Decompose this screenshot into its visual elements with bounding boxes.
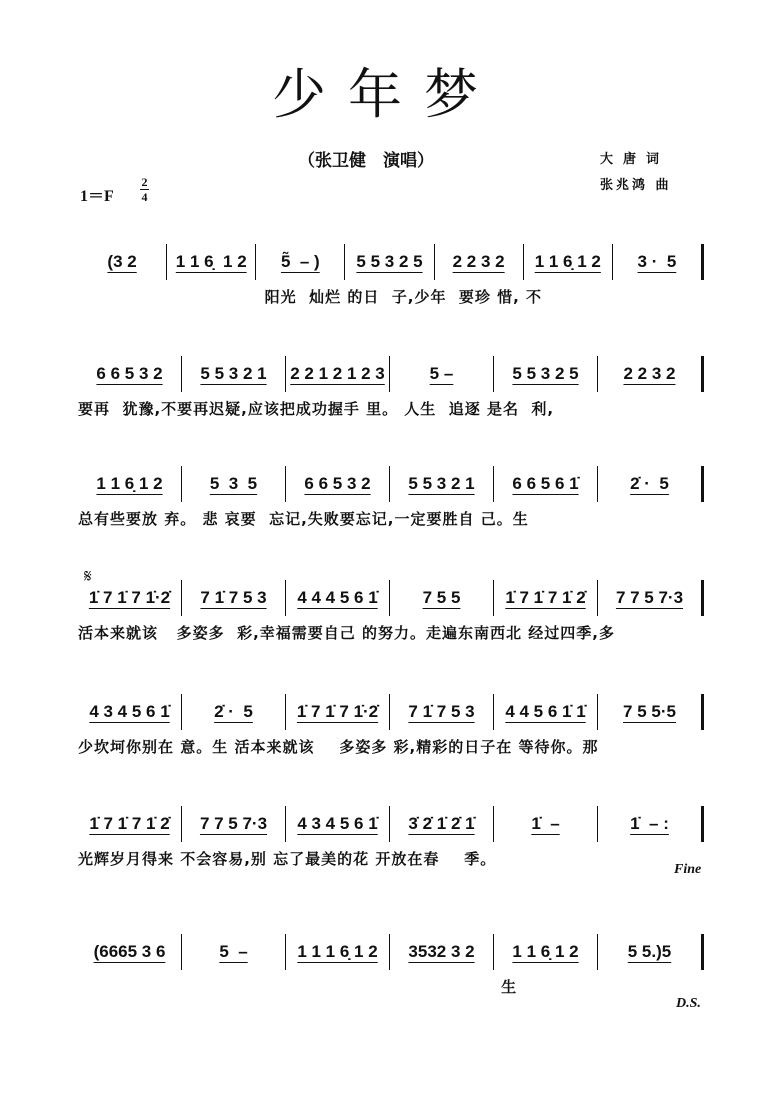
measure: 2̇ · 5 xyxy=(182,694,286,730)
measure: 1 1 6̣ 1 2 xyxy=(494,934,598,970)
notes-row xyxy=(78,934,704,970)
measure: 6 6 5 3 2 xyxy=(286,466,390,502)
measure: 7 7 5 7·3 xyxy=(182,806,286,842)
lyrics-line: 总有些要放 弃。 悲 哀要 忘记,失败要忘记,一定要胜自 己。生 xyxy=(78,510,529,528)
measure: 6 6 5 3 2 xyxy=(78,356,182,392)
measure: 1 1 6̣ 1 2 xyxy=(78,466,182,502)
measure: 4 4 5 6 1̇ 1̇ xyxy=(494,694,598,730)
measure: 4 3 4 5 6 1̇ xyxy=(286,806,390,842)
time-denominator: 4 xyxy=(141,190,148,204)
measure: 5̃ – ) xyxy=(256,244,345,280)
music-system xyxy=(78,580,704,643)
measure: 1 1 1 6̣ 1 2 xyxy=(286,934,390,970)
measure: 2 2 3 2 xyxy=(598,356,704,392)
measure: 3̇ 2̇ 1̇ 2̇ 1̇ xyxy=(390,806,494,842)
measure: 2̇ · 5 xyxy=(598,466,704,502)
music-system xyxy=(78,466,704,529)
measure: 5 3 5 xyxy=(182,466,286,502)
lyrics-line: 少坎坷你别在 意。生 活本来就该 多姿多 彩,精彩的日子在 等待你。那 xyxy=(78,738,599,756)
measure: 5 – xyxy=(182,934,286,970)
measure: 7 1̇ 7 5 3 xyxy=(390,694,494,730)
measure: 7 7 5 7·3 xyxy=(598,580,704,616)
lyrics-line: 光辉岁月得来 不会容易,别 忘了最美的花 开放在春 季。 xyxy=(78,850,497,868)
lyricist-credit: 大唐词 xyxy=(600,152,670,167)
measure: 2 2 3 2 xyxy=(435,244,524,280)
measure: 1̇ 7 1̇ 7 1̇ 2̇ xyxy=(78,806,182,842)
measure: 1̇ 7 1̇ 7 1̇ 2̇ xyxy=(494,580,598,616)
notes-row xyxy=(78,806,704,842)
measure: (3 2 xyxy=(78,244,167,280)
composer-credit: 张兆鸿 曲 xyxy=(600,178,672,193)
measure: 1̇ – : xyxy=(598,806,704,842)
measure: 7 5 5 xyxy=(390,580,494,616)
measure: 5 5 3 2 1 xyxy=(390,466,494,502)
lyrics-line: 要再 犹豫,不要再迟疑,应该把成功握手 里。 人生 追逐 是名 利, xyxy=(78,400,555,418)
measure: 6 6 5 6 1̇ xyxy=(494,466,598,502)
notes-row xyxy=(78,694,704,730)
lyrics-line: 活本来就该 多姿多 彩,幸福需要自己 的努力。走遍东南西北 经过四季,多 xyxy=(78,624,615,642)
music-system xyxy=(78,694,704,757)
music-system xyxy=(78,806,704,869)
notes-row xyxy=(78,244,704,280)
singer-credit: （张卫健 演唱） xyxy=(298,151,434,171)
measure: 2 2 1 2 1 2 3 xyxy=(286,356,390,392)
measure: 1̇ 7 1̇ 7 1̇·2̇ xyxy=(78,580,182,616)
measure: 7 5 5·5 xyxy=(598,694,704,730)
time-numerator: 2 xyxy=(141,175,148,189)
music-system xyxy=(78,244,704,307)
measure: 1 1 6̣ 1 2 xyxy=(524,244,613,280)
notes-row xyxy=(78,356,704,392)
measure: 4 3 4 5 6 1̇ xyxy=(78,694,182,730)
music-system xyxy=(78,356,704,419)
lyrics-line: 阳光 灿烂 的日 子,少年 要珍 惜, 不 xyxy=(78,288,543,306)
measure: 4 4 4 5 6 1̇ xyxy=(286,580,390,616)
key-signature: 1＝F xyxy=(80,188,114,205)
measure: 5 5 3 2 1 xyxy=(182,356,286,392)
measure: 5 5 3 2 5 xyxy=(345,244,434,280)
measure: 1̇ – xyxy=(494,806,598,842)
measure: 5 – xyxy=(390,356,494,392)
song-title: 少年梦 xyxy=(272,63,500,126)
measure: 3 · 5 xyxy=(613,244,704,280)
lyrics-line: 生 xyxy=(78,978,518,996)
measure: 3532 3 2 xyxy=(390,934,494,970)
measure: 5 5 3 2 5 xyxy=(494,356,598,392)
time-signature xyxy=(140,176,149,203)
notes-row xyxy=(78,466,704,502)
measure: (6665 3 6 xyxy=(78,934,182,970)
measure: 1̇ 7 1̇ 7 1̇·2̇ xyxy=(286,694,390,730)
music-system xyxy=(78,934,704,997)
measure: 7 1̇ 7 5 3 xyxy=(182,580,286,616)
segno-sign: 𝄋 xyxy=(84,566,92,587)
measure: 1 1 6̣ 1 2 xyxy=(167,244,256,280)
measure: 5 5.)5 xyxy=(598,934,704,970)
fine-mark: Fine xyxy=(674,862,702,877)
ds-mark: D.S. xyxy=(676,996,701,1011)
notes-row xyxy=(78,580,704,616)
